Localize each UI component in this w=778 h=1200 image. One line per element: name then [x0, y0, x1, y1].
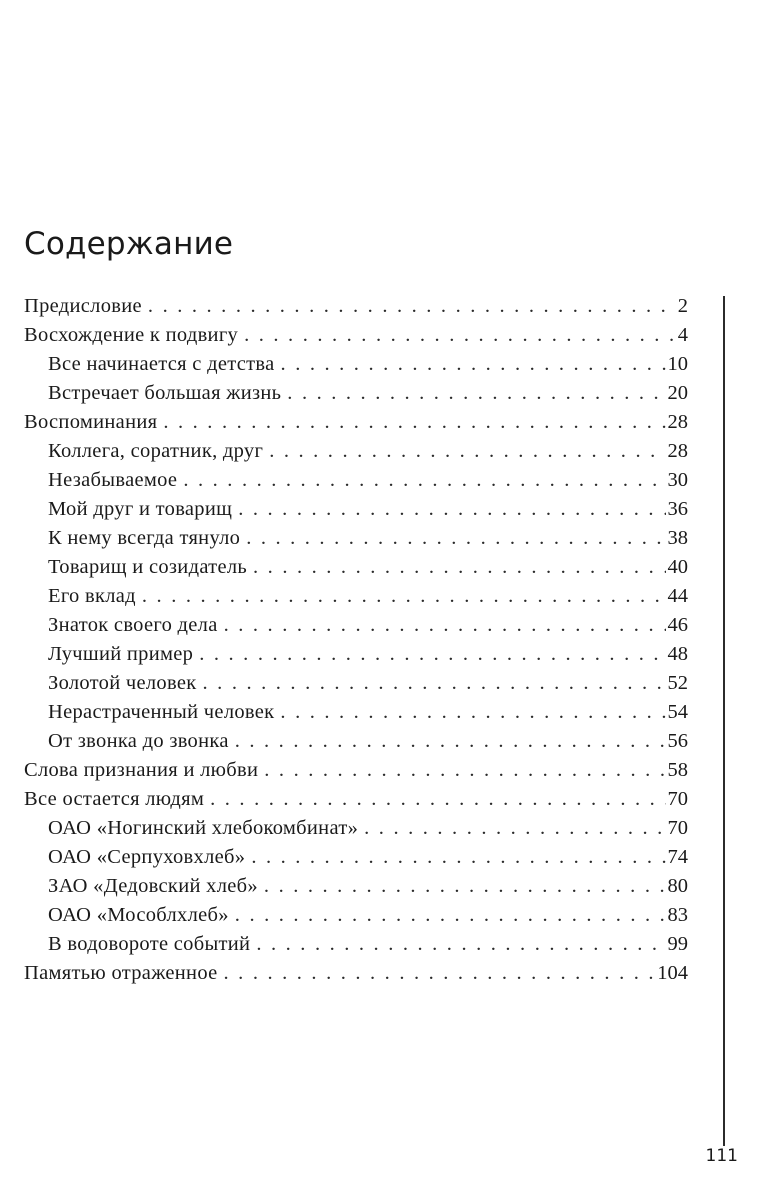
- toc-entry-title: Памятью отраженное: [24, 962, 218, 984]
- toc-entry-title: Знаток своего дела: [48, 614, 218, 636]
- toc-entry-page: 46: [667, 614, 688, 636]
- toc-dot-leader: [238, 495, 665, 524]
- toc-entry-title: Встречает большая жизнь: [48, 382, 282, 404]
- toc-entry-page: 28: [667, 411, 688, 433]
- toc-dot-leader: [210, 785, 665, 814]
- toc-subentry[interactable]: [24, 872, 688, 901]
- toc-dot-leader: [235, 901, 666, 930]
- toc-entry-page: 20: [667, 382, 688, 404]
- toc-entry-title: В водовороте событий: [48, 933, 251, 955]
- toc-entry-page: 36: [667, 498, 688, 520]
- toc-entry-page: 104: [657, 962, 688, 984]
- toc-dot-leader: [264, 756, 665, 785]
- toc-entry-page: 38: [667, 527, 688, 549]
- toc-dot-leader: [148, 292, 676, 321]
- toc-subentry[interactable]: [24, 669, 688, 698]
- toc-entry-title: От звонка до звонка: [48, 730, 229, 752]
- toc-entry-page: 54: [667, 701, 688, 723]
- toc-dot-leader: [269, 437, 665, 466]
- toc-entry-title: Восхождение к подвигу: [24, 324, 239, 346]
- toc-subentry[interactable]: [24, 495, 688, 524]
- toc-dot-leader: [264, 872, 666, 901]
- toc-entry-page: 10: [667, 353, 688, 375]
- toc-entry-title: Товарищ и созидатель: [48, 556, 248, 578]
- toc-entry[interactable]: [24, 959, 688, 988]
- toc-dot-leader: [163, 408, 665, 437]
- toc-entry-page: 74: [667, 846, 688, 868]
- toc-entry-title: Коллега, соратник, друг: [48, 440, 264, 462]
- toc-entry[interactable]: [24, 756, 688, 785]
- toc-entry-title: ОАО «Ногинский хлебокомбинат»: [48, 817, 359, 839]
- toc-dot-leader: [251, 843, 665, 872]
- toc-dot-leader: [224, 611, 666, 640]
- toc-entry-page: 52: [667, 672, 688, 694]
- toc-dot-leader: [280, 698, 665, 727]
- toc-subentry[interactable]: [24, 698, 688, 727]
- toc-entry-title: ЗАО «Дедовский хлеб»: [48, 875, 258, 897]
- table-of-contents: [24, 292, 688, 988]
- toc-dot-leader: [235, 727, 666, 756]
- toc-subentry[interactable]: [24, 843, 688, 872]
- page-title: Содержание: [24, 226, 234, 262]
- toc-entry-title: Слова признания и любви: [24, 759, 259, 781]
- toc-dot-leader: [281, 350, 666, 379]
- toc-dot-leader: [246, 524, 665, 553]
- toc-entry-page: 58: [667, 759, 688, 781]
- toc-entry-title: Его вклад: [48, 585, 136, 607]
- toc-entry-page: 56: [667, 730, 688, 752]
- toc-entry[interactable]: [24, 785, 688, 814]
- toc-dot-leader: [142, 582, 666, 611]
- toc-entry-title: Нерастраченный человек: [48, 701, 275, 723]
- toc-dot-leader: [199, 640, 665, 669]
- toc-entry-page: 28: [667, 440, 688, 462]
- toc-entry-page: 4: [677, 324, 688, 346]
- toc-dot-leader: [287, 379, 665, 408]
- toc-subentry[interactable]: [24, 350, 688, 379]
- toc-entry-title: Воспоминания: [24, 411, 158, 433]
- toc-entry-title: К нему всегда тянуло: [48, 527, 241, 549]
- toc-entry-title: Лучший пример: [48, 643, 194, 665]
- toc-entry-page: 30: [667, 469, 688, 491]
- toc-subentry[interactable]: [24, 466, 688, 495]
- toc-entry-title: ОАО «Серпуховхлеб»: [48, 846, 246, 868]
- toc-entry[interactable]: [24, 408, 688, 437]
- toc-entry-page: 40: [667, 556, 688, 578]
- toc-dot-leader: [364, 814, 665, 843]
- toc-dot-leader: [183, 466, 665, 495]
- toc-entry-page: 99: [667, 933, 688, 955]
- toc-entry-page: 44: [667, 585, 688, 607]
- toc-subentry[interactable]: [24, 611, 688, 640]
- toc-entry-page: 83: [667, 904, 688, 926]
- toc-subentry[interactable]: [24, 901, 688, 930]
- toc-subentry[interactable]: [24, 640, 688, 669]
- toc-entry-title: Все начинается с детства: [48, 353, 275, 375]
- toc-entry-title: Золотой человек: [48, 672, 197, 694]
- page-number: 111: [705, 1146, 738, 1166]
- toc-subentry[interactable]: [24, 437, 688, 466]
- toc-subentry[interactable]: [24, 582, 688, 611]
- toc-dot-leader: [224, 959, 656, 988]
- toc-entry-page: 70: [667, 817, 688, 839]
- toc-subentry[interactable]: [24, 553, 688, 582]
- toc-entry-page: 80: [667, 875, 688, 897]
- toc-entry-title: Все остается людям: [24, 788, 205, 810]
- toc-entry[interactable]: [24, 321, 688, 350]
- toc-dot-leader: [256, 930, 665, 959]
- margin-vertical-rule: [723, 296, 725, 1146]
- toc-entry-page: 48: [667, 643, 688, 665]
- toc-dot-leader: [253, 553, 665, 582]
- toc-dot-leader: [244, 321, 676, 350]
- toc-entry-title: Мой друг и товарищ: [48, 498, 233, 520]
- toc-subentry[interactable]: [24, 524, 688, 553]
- toc-entry-title: Незабываемое: [48, 469, 178, 491]
- toc-dot-leader: [203, 669, 666, 698]
- toc-entry-page: 2: [677, 295, 688, 317]
- toc-entry[interactable]: [24, 292, 688, 321]
- toc-entry-page: 70: [667, 788, 688, 810]
- toc-subentry[interactable]: [24, 930, 688, 959]
- toc-subentry[interactable]: [24, 814, 688, 843]
- toc-entry-title: Предисловие: [24, 295, 142, 317]
- toc-subentry[interactable]: [24, 727, 688, 756]
- toc-entry-title: ОАО «Мособлхлеб»: [48, 904, 229, 926]
- toc-subentry[interactable]: [24, 379, 688, 408]
